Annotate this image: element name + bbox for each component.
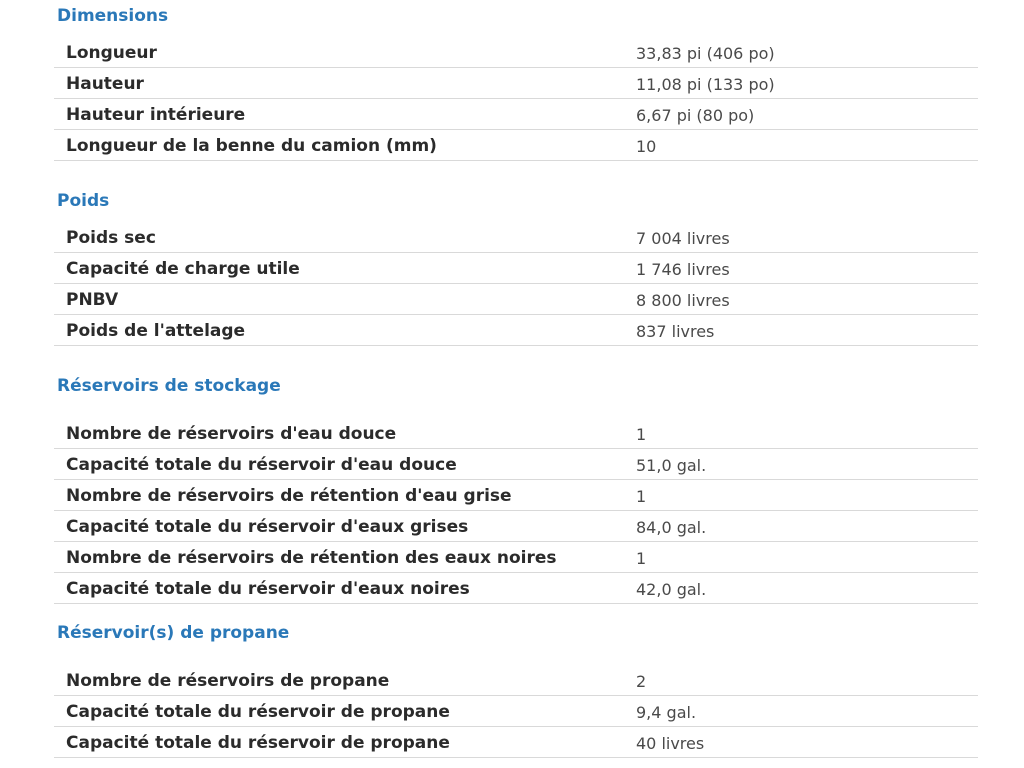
table-row xyxy=(54,418,978,449)
table-row xyxy=(54,99,978,130)
spec-table xyxy=(54,222,978,346)
row-label: Poids sec xyxy=(66,228,156,248)
row-value: 9,4 gal. xyxy=(636,703,697,722)
row-label: Capacité totale du réservoir d'eaux grises xyxy=(66,517,469,537)
row-value: 84,0 gal. xyxy=(636,518,707,537)
table-row xyxy=(54,542,978,573)
row-value: 42,0 gal. xyxy=(636,580,707,599)
table-row xyxy=(54,253,978,284)
row-label: Longueur xyxy=(66,43,157,63)
spec-table xyxy=(54,418,978,604)
row-label: Capacité totale du réservoir de propane xyxy=(66,733,450,753)
table-row xyxy=(54,68,978,99)
table-row xyxy=(54,315,978,346)
row-label: Capacité totale du réservoir de propane xyxy=(66,702,450,722)
row-label: Nombre de réservoirs de propane xyxy=(66,671,390,691)
row-value: 10 xyxy=(636,137,657,156)
spec-table xyxy=(54,37,978,161)
table-row xyxy=(54,222,978,253)
section-title: Réservoir(s) de propane xyxy=(57,623,290,643)
table-row xyxy=(54,665,978,696)
row-label: Nombre de réservoirs d'eau douce xyxy=(66,424,397,444)
row-label: Capacité totale du réservoir d'eaux noires xyxy=(66,579,470,599)
row-value: 8 800 livres xyxy=(636,291,730,310)
row-label: Nombre de réservoirs de rétention des eaux noires xyxy=(66,548,557,568)
row-label: PNBV xyxy=(66,290,119,310)
table-row xyxy=(54,284,978,315)
section-title: Poids xyxy=(57,191,110,211)
row-label: Longueur de la benne du camion (mm) xyxy=(66,136,437,156)
section-title: Réservoirs de stockage xyxy=(57,376,281,396)
row-value: 51,0 gal. xyxy=(636,456,707,475)
table-row xyxy=(54,480,978,511)
spec-table xyxy=(54,665,978,758)
table-row xyxy=(54,511,978,542)
table-row xyxy=(54,727,978,758)
row-label: Hauteur intérieure xyxy=(66,105,246,125)
row-label: Capacité de charge utile xyxy=(66,259,300,279)
row-value: 1 xyxy=(636,425,647,444)
row-value: 2 xyxy=(636,672,647,691)
row-label: Capacité totale du réservoir d'eau douce xyxy=(66,455,457,475)
row-label: Hauteur xyxy=(66,74,144,94)
table-row xyxy=(54,449,978,480)
row-value: 40 livres xyxy=(636,734,705,753)
table-row xyxy=(54,573,978,604)
row-value: 1 xyxy=(636,549,647,568)
row-value: 7 004 livres xyxy=(636,229,730,248)
row-label: Poids de l'attelage xyxy=(66,321,246,341)
table-row xyxy=(54,37,978,68)
row-value: 1 746 livres xyxy=(636,260,730,279)
row-value: 11,08 pi (133 po) xyxy=(636,75,775,94)
row-value: 6,67 pi (80 po) xyxy=(636,106,755,125)
table-row xyxy=(54,696,978,727)
row-label: Nombre de réservoirs de rétention d'eau grise xyxy=(66,486,512,506)
section-title: Dimensions xyxy=(57,6,169,26)
row-value: 1 xyxy=(636,487,647,506)
row-value: 33,83 pi (406 po) xyxy=(636,44,775,63)
table-row xyxy=(54,130,978,161)
row-value: 837 livres xyxy=(636,322,715,341)
